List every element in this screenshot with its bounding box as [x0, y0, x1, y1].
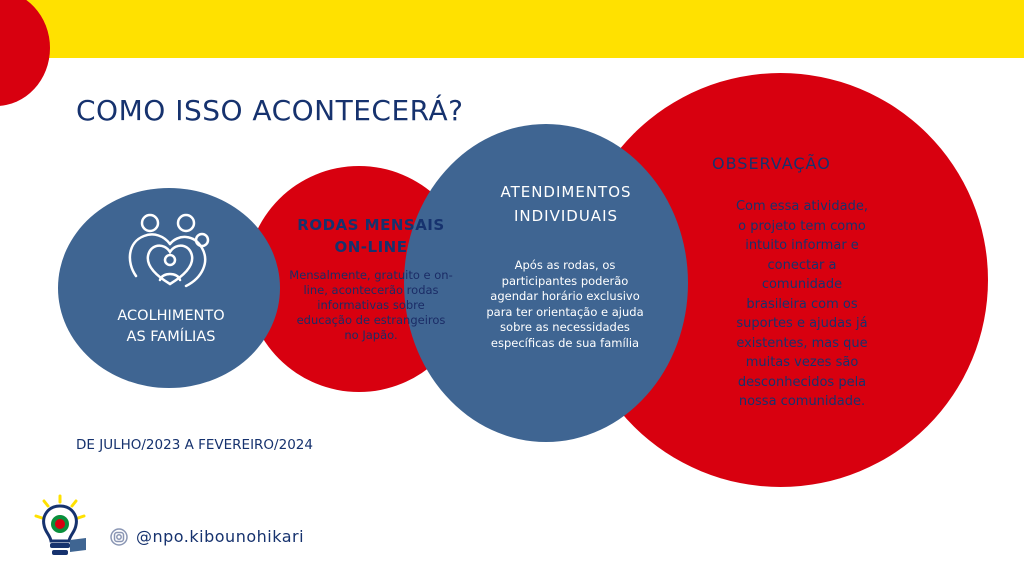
- atendimentos-line: sobre as necessidades: [500, 320, 630, 334]
- atendimentos-line: participantes poderão: [501, 273, 629, 288]
- atendimentos-line: Após as rodas, os: [514, 258, 616, 272]
- atendimentos-description: [484, 258, 646, 351]
- observacao-line: muitas vezes são: [745, 355, 859, 370]
- acolhimento-label-line: ACOLHIMENTO: [117, 308, 225, 324]
- observacao-heading: OBSERVAÇÃO: [712, 154, 831, 173]
- instagram-handle[interactable]: @npo.kibounohikari: [136, 527, 305, 546]
- atendimentos-heading-line: INDIVIDUAIS: [513, 207, 619, 225]
- observacao-line: nossa comunidade.: [738, 394, 866, 409]
- instagram-icon[interactable]: [110, 528, 128, 546]
- rodas-heading-line: ON-LINE: [334, 238, 408, 256]
- atendimentos-line: agendar horário exclusivo: [490, 289, 640, 303]
- lightbulb-logo-icon: [30, 492, 98, 560]
- atendimentos-heading-line: ATENDIMENTOS: [500, 183, 632, 201]
- acolhimento-label: [96, 306, 246, 348]
- observacao-line: brasileira com os: [746, 296, 858, 312]
- rodas-line: no Japão.: [344, 328, 398, 342]
- observacao-line: existentes, mas que: [736, 335, 868, 351]
- atendimentos-heading: [470, 180, 662, 228]
- rodas-line: educação de estrangeiros: [296, 313, 446, 327]
- observacao-line: intuito informar e: [745, 238, 859, 253]
- rodas-line: Mensalmente, gratuito e on-: [289, 268, 453, 282]
- observacao-description: [720, 197, 884, 412]
- observacao-line: conectar a: [767, 257, 837, 273]
- observacao-line: Com essa atividade,: [735, 199, 869, 214]
- observacao-line: suportes e ajudas já: [736, 316, 868, 331]
- family-heart-icon: [124, 212, 216, 292]
- observacao-line: comunidade: [761, 277, 843, 292]
- rodas-line: informativas sobre: [317, 298, 425, 312]
- observacao-line: o projeto tem como: [738, 218, 866, 234]
- top-yellow-bar: [0, 0, 1024, 58]
- rodas-description: [276, 268, 466, 343]
- atendimentos-line: específicas de sua família: [490, 335, 640, 350]
- acolhimento-label-line: AS FAMÍLIAS: [126, 329, 216, 345]
- rodas-heading: [286, 214, 456, 258]
- project-period: DE JULHO/2023 A FEVEREIRO/2024: [76, 437, 313, 453]
- observacao-line: desconhecidos pela: [737, 374, 867, 390]
- rodas-heading-line: RODAS MENSAIS: [297, 216, 445, 234]
- page-title: COMO ISSO ACONTECERÁ?: [76, 94, 464, 127]
- rodas-line: line, acontecerão rodas: [303, 283, 439, 297]
- atendimentos-line: para ter orientação e ajuda: [486, 304, 644, 319]
